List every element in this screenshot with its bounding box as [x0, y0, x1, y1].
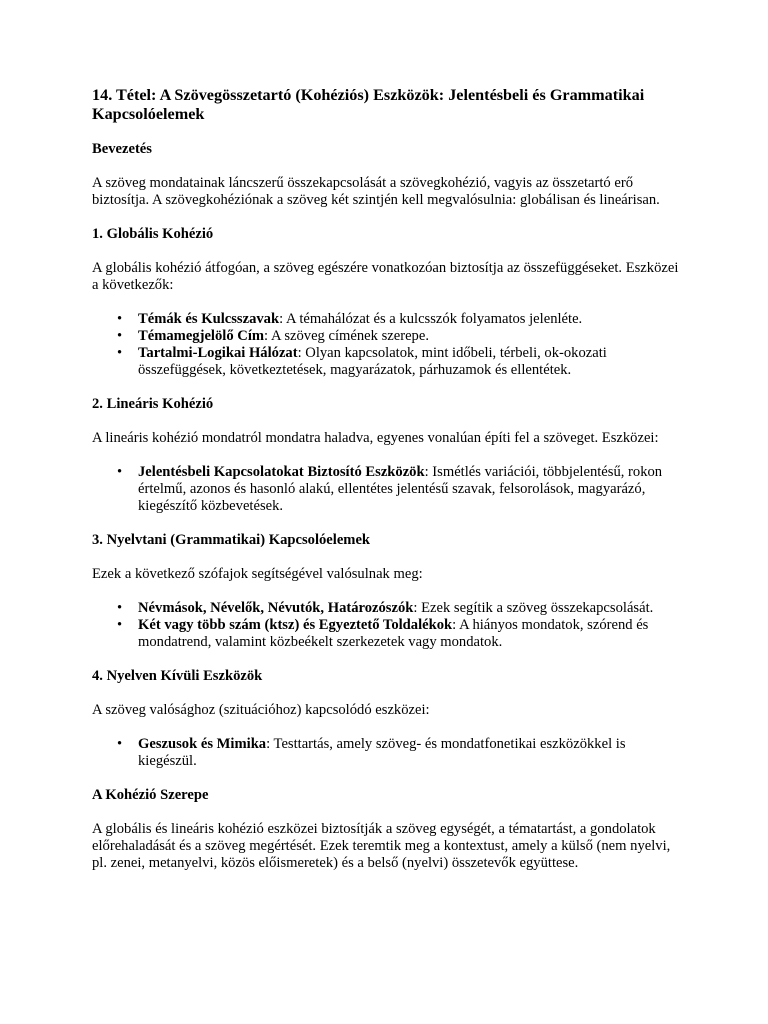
list-item-term: Tartalmi-Logikai Hálózat: [138, 345, 298, 361]
list-item-desc: : A hiányos mondatok, szórend és mondatrend, valamint közbeékelt szerkezetek vagy mondatok.: [138, 617, 649, 650]
grammar-list: [92, 600, 682, 651]
bullet-icon: •: [117, 345, 123, 361]
section-heading-intro: Bevezetés: [92, 141, 152, 157]
list-item-desc: : A témahálózat és a kulcsszók folyamatos jelenléte.: [279, 311, 583, 327]
bullet-icon: •: [117, 311, 123, 327]
list-item: [117, 311, 682, 328]
bullet-icon: •: [117, 736, 123, 752]
nonverbal-list: [92, 736, 682, 770]
list-item: [117, 464, 682, 515]
section-heading-role: A Kohézió Szerepe: [92, 787, 209, 803]
linear-list: [92, 464, 682, 515]
global-list: [92, 311, 682, 379]
list-item-term: Témamegjelölő Cím: [138, 328, 265, 344]
list-item-desc: : Ismétlés variációi, többjelentésű, rokon értelmű, azonos és hasonló alakú, ellentétes jelentésű szavak, felsorolások, magyarázó, kiegészítő közbevetések.: [138, 464, 663, 514]
list-item: [117, 345, 682, 379]
bullet-icon: •: [117, 617, 123, 633]
document-page: [92, 86, 682, 889]
linear-paragraph: A lineáris kohézió mondatról mondatra haladva, egyenes vonalúan építi fel a szöveget. Eszközei:: [92, 430, 659, 446]
bullet-icon: •: [117, 464, 123, 480]
list-item: [117, 617, 682, 651]
section-heading-nonverbal: 4. Nyelven Kívüli Eszközök: [92, 668, 263, 684]
section-heading-linear: 2. Lineáris Kohézió: [92, 396, 214, 412]
list-item: [117, 736, 682, 770]
document-title: 14. Tétel: A Szövegösszetartó (Kohéziós) Eszközök: Jelentésbeli és Grammatikai Kapcsolóelemek: [92, 86, 645, 123]
section-heading-grammar: 3. Nyelvtani (Grammatikai) Kapcsolóelemek: [92, 532, 371, 548]
intro-paragraph: A szöveg mondatainak láncszerű összekapcsolását a szövegkohézió, vagyis az összetartó erő biztosítja. A szövegkohéziónak a szöveg két szintjén kell megvalósulnia: globálisan és lineárisan.: [92, 175, 660, 208]
list-item-term: Két vagy több szám (ktsz) és Egyeztető Toldalékok: [138, 617, 453, 633]
list-item-desc: : Testtartás, amely szöveg- és mondatfonetikai eszközökkel is kiegészül.: [138, 736, 626, 769]
list-item-desc: : A szöveg címének szerepe.: [264, 328, 429, 344]
role-paragraph: A globális és lineáris kohézió eszközei biztosítják a szöveg egységét, a tématartást, a gondolatok előrehaladását és a szöveg megértését. Ezek teremtik meg a kontextust, amely a külső (nem nyelvi, pl. zenei, metanyelvi, közös előismeretek) és a belső (nyelvi) összetevők együttese.: [92, 821, 671, 871]
global-paragraph: A globális kohézió átfogóan, a szöveg egészére vonatkozóan biztosítja az összefüggéseket. Eszközei a következők:: [92, 260, 679, 293]
list-item-term: Névmások, Névelők, Névutók, Határozószók: [138, 600, 414, 616]
list-item: [117, 328, 682, 345]
grammar-paragraph: Ezek a következő szófajok segítségével valósulnak meg:: [92, 566, 423, 582]
list-item-desc: : Olyan kapcsolatok, mint időbeli, térbeli, ok-okozati összefüggések, következtetések, magyarázatok, párhuzamok és ellentétek.: [138, 345, 607, 378]
list-item-term: Jelentésbeli Kapcsolatokat Biztosító Eszközök: [138, 464, 425, 480]
list-item-term: Geszusok és Mimika: [138, 736, 267, 752]
list-item: [117, 600, 682, 617]
bullet-icon: •: [117, 600, 123, 616]
bullet-icon: •: [117, 328, 123, 344]
section-heading-global: 1. Globális Kohézió: [92, 226, 214, 242]
list-item-term: Témák és Kulcsszavak: [138, 311, 280, 327]
nonverbal-paragraph: A szöveg valósághoz (szituációhoz) kapcsolódó eszközei:: [92, 702, 430, 718]
list-item-desc: : Ezek segítik a szöveg összekapcsolását.: [413, 600, 654, 616]
